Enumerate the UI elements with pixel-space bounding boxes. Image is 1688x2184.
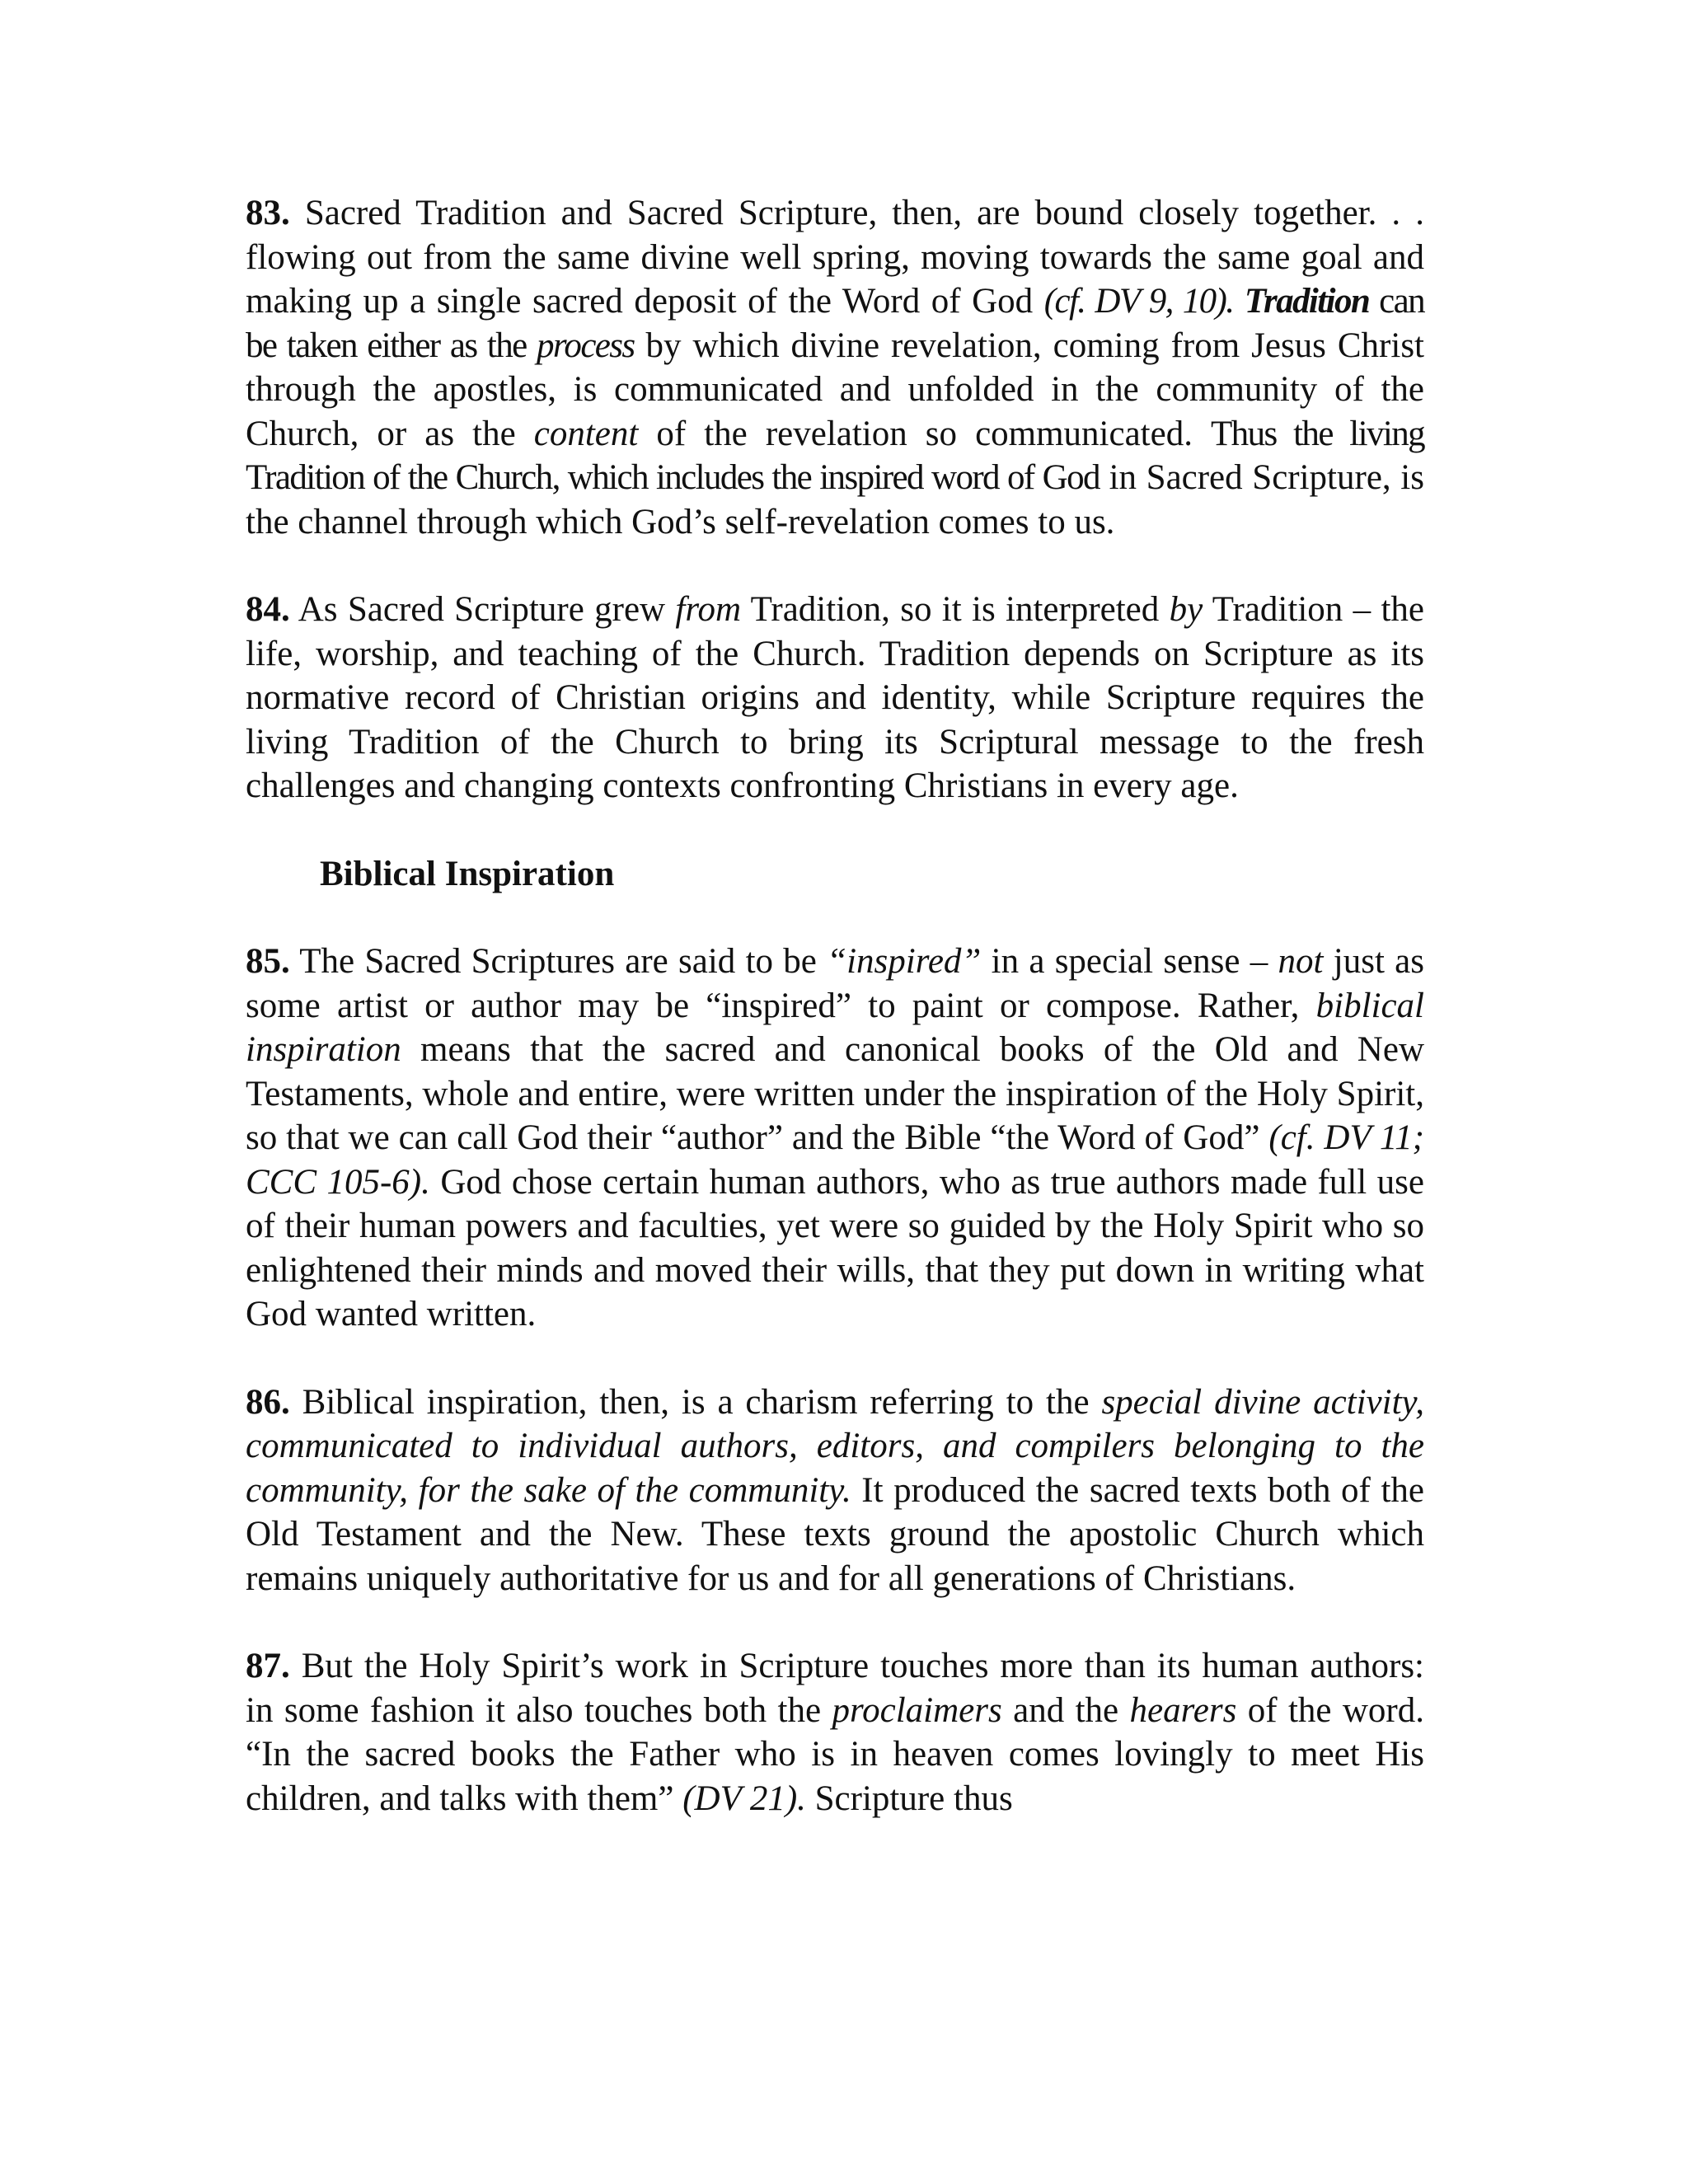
paragraph-number: 83.: [246, 194, 290, 232]
emphasis-definition: special divine activity, communicated to individual authors, editors, and compilers belonging to the community, for the sake of the community.: [246, 1382, 1424, 1510]
term-content: content: [533, 414, 639, 453]
paragraph-83: 83. Sacred Tradition and Sacred Scripture, then, are bound closely together. . . flowing out from the same divine well spring, moving towards the same goal and making up a single sacred deposit of the Word of God (cf. DV 9, 10). Tradition can be taken either as the process by which divine revelation, coming from Jesus Christ through the apostles, is communicated and unfolded in the community of the Church, or as the content of the revelation so communicated. Thus the living Tradition of the Church, which includes the inspired word of God in Sacred Scripture, is the channel through which God’s self-revelation comes to us.: [246, 194, 1425, 541]
citation: (DV 21).: [682, 1779, 806, 1818]
emphasis-from: from: [675, 590, 742, 629]
emphasis-hearers: hearers: [1129, 1690, 1237, 1730]
term-tradition: Tradition: [1244, 282, 1370, 321]
section-heading: Biblical Inspiration: [320, 854, 615, 893]
emphasis-not: not: [1278, 942, 1324, 981]
paragraph-number: 87.: [246, 1647, 290, 1685]
paragraph-87: 87. But the Holy Spirit’s work in Scripture touches more than its human authors: in some fashion it also touches both the proclaimers and the hearers of the word. “In the sacred books the Father who is in heaven comes lovingly to meet His children, and talks with them” (DV 21). Scripture thus: [246, 1647, 1424, 1818]
term-biblical-inspiration: biblical inspiration: [246, 986, 1424, 1069]
citation: (cf. DV 9, 10).: [1043, 282, 1234, 321]
emphasis-proclaimers: proclaimers: [832, 1690, 1002, 1730]
paragraph-86: 86. Biblical inspiration, then, is a charism referring to the special divine activity, communicated to individual authors, editors, and compilers belonging to the community, for the sake of the community. It produced the sacred texts both of the Old Testament and the New. These texts ground the apostolic Church which remains uniquely authoritative for us and for all generations of Christians.: [246, 1382, 1424, 1598]
emphasis-inspired: “inspired”: [827, 942, 982, 981]
paragraph-number: 85.: [246, 942, 290, 981]
citation: (cf. DV 11; CCC 105-6).: [246, 1118, 1424, 1202]
term-process: process: [536, 326, 635, 365]
document-page: [246, 191, 1424, 1821]
paragraph-number: 84.: [246, 590, 290, 629]
paragraph-85: 85. The Sacred Scriptures are said to be “inspired” in a special sense – not just as some artist or author may be “inspired” to paint or compose. Rather, biblical inspiration means that the sacred and canonical books of the Old and New Testaments, whole and entire, were written under the inspiration of the Holy Spirit, so that we can call God their “author” and the Bible “the Word of God” (cf. DV 11; CCC 105-6). God chose certain human authors, who as true authors made full use of their human powers and faculties, yet were so guided by the Holy Spirit who so enlightened their minds and moved their wills, that they put down in writing what God wanted written.: [246, 942, 1424, 1333]
emphasis-by: by: [1169, 590, 1203, 629]
paragraph-84: 84. As Sacred Scripture grew from Tradition, so it is interpreted by Tradition – the life, worship, and teaching of the Church. Tradition depends on Scripture as its normative record of Christian origins and identity, while Scripture requires the living Tradition of the Church to bring its Scriptural message to the fresh challenges and changing contexts confronting Christians in every age.: [246, 590, 1424, 805]
paragraph-number: 86.: [246, 1382, 290, 1422]
